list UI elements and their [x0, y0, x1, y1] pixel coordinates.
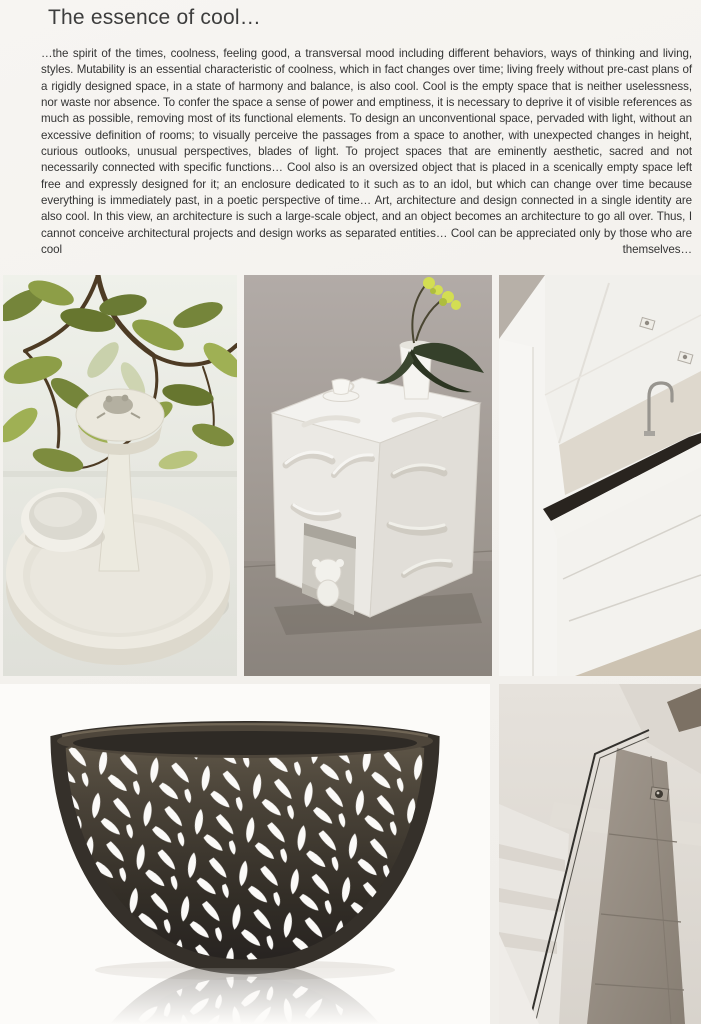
carved-cube — [272, 378, 480, 617]
frog-tray-illustration — [3, 275, 237, 676]
white-kitchen-photo — [499, 275, 701, 676]
frog-tray-photo — [3, 275, 237, 676]
page-title: The essence of cool… — [48, 6, 261, 29]
bronze-bowl-illustration — [0, 684, 490, 1024]
white-kitchen-illustration — [499, 275, 701, 676]
carved-cube-table-photo — [244, 275, 492, 676]
article-body: …the spirit of the times, coolness, feeling good, a transversal mood including different behaviors, ways of thinking and living, styles. Mutability is an essential characteristic of coolness, which in fact changes over time; living freely without pre-cast plans of a rigidly designed space, in a state of harmony and balance, is also cool. Cool is the empty space that is neither uselessness, nor waste nor absence. To confer the space a sense of power and emptiness, it is necessary to deprive it of visible references as much as possible, removing most of its functional elements. To design an unconventional space, pervaded with light, without an excessive definition of rooms; to visually perceive the passages from a space to another, with unexpected changes in height, curious outlooks, unusual perspectives, blades of light. To project spaces that are eminently aesthetic, sacred and not necessarily connected with specific functions… Cool also is an oversized object that is placed in a scenically empty space left free and expressly designed for it; an enclosure dedicated to it such as to an idol, but which can change over time because everything is immediately past, in a poetic perspective of time… Art, architecture and design connected in a single identity are also cool. In this view, an architecture is such a large-scale object, and an object becomes an architecture to go all over. Thus, I cannot conceive architectural projects and design works as separated entities… Cool can be appreciated only by those who are cool themselves… — [41, 47, 692, 257]
carved-cube-illustration — [244, 275, 492, 676]
recessed-spotlight — [650, 787, 669, 801]
stone-column-illustration — [499, 684, 701, 1024]
bronze-perforated-bowl-photo — [0, 684, 490, 1024]
side-panel — [499, 339, 533, 676]
stone-column-interior-photo — [499, 684, 701, 1024]
